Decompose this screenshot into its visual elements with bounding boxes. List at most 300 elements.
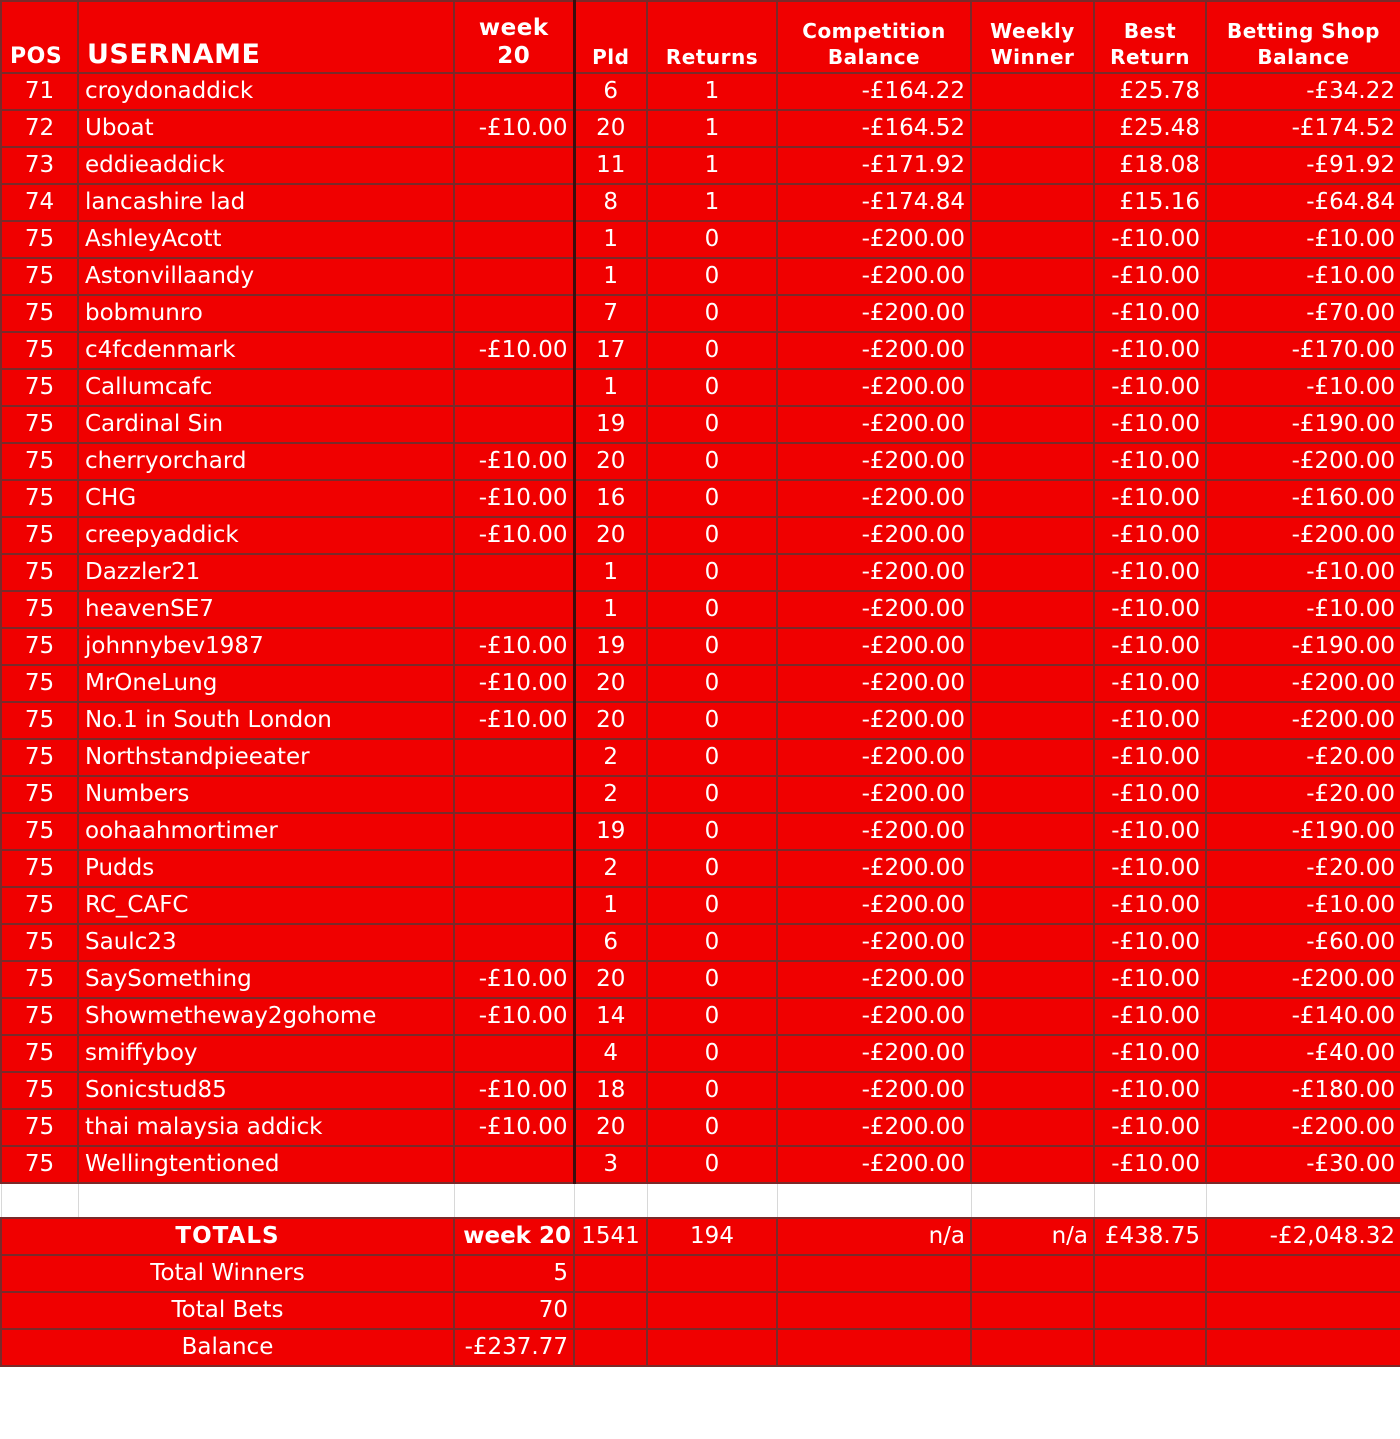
pos-cell: 75 — [1, 887, 78, 924]
competition-balance-cell: -£200.00 — [777, 221, 971, 258]
week-cell — [454, 369, 574, 406]
competition-balance-cell: -£200.00 — [777, 628, 971, 665]
pos-cell: 75 — [1, 739, 78, 776]
week-cell: -£10.00 — [454, 1109, 574, 1146]
returns-cell: 0 — [647, 369, 777, 406]
weekly-winner-cell — [971, 554, 1094, 591]
weekly-winner-cell — [971, 628, 1094, 665]
summary-empty — [574, 1255, 647, 1292]
pos-cell: 75 — [1, 998, 78, 1035]
spacer-cell — [574, 1183, 647, 1218]
summary-empty — [574, 1292, 647, 1329]
pld-cell: 20 — [574, 702, 647, 739]
table-row — [1, 332, 1400, 369]
weekly-winner-cell — [971, 924, 1094, 961]
summary-label: Total Bets — [1, 1292, 454, 1329]
competition-balance-cell: -£174.84 — [777, 184, 971, 221]
summary-empty — [647, 1329, 777, 1366]
betting-shop-balance-cell: -£20.00 — [1206, 850, 1400, 887]
table-row — [1, 702, 1400, 739]
pld-cell: 16 — [574, 480, 647, 517]
pos-cell: 75 — [1, 1146, 78, 1183]
summary-empty — [647, 1255, 777, 1292]
pld-cell: 1 — [574, 258, 647, 295]
summary-empty — [1094, 1255, 1206, 1292]
username-cell: bobmunro — [78, 295, 454, 332]
table-row — [1, 1035, 1400, 1072]
header-row — [1, 1, 1400, 73]
best-return-cell: -£10.00 — [1094, 369, 1206, 406]
summary-empty — [1094, 1329, 1206, 1366]
week-cell — [454, 776, 574, 813]
returns-cell: 0 — [647, 665, 777, 702]
pld-cell: 6 — [574, 73, 647, 110]
returns-cell: 1 — [647, 110, 777, 147]
best-return-cell: -£10.00 — [1094, 665, 1206, 702]
username-cell: oohaahmortimer — [78, 813, 454, 850]
username-cell: RC_CAFC — [78, 887, 454, 924]
returns-cell: 0 — [647, 998, 777, 1035]
summary-row — [1, 1292, 1400, 1329]
betting-shop-balance-cell: -£70.00 — [1206, 295, 1400, 332]
week-cell: -£10.00 — [454, 480, 574, 517]
best-return-cell: -£10.00 — [1094, 776, 1206, 813]
returns-cell: 0 — [647, 1109, 777, 1146]
pos-cell: 75 — [1, 221, 78, 258]
betting-shop-balance-cell: -£34.22 — [1206, 73, 1400, 110]
pld-cell: 20 — [574, 443, 647, 480]
username-cell: Sonicstud85 — [78, 1072, 454, 1109]
weekly-winner-cell — [971, 850, 1094, 887]
best-return-cell: £18.08 — [1094, 147, 1206, 184]
competition-balance-cell: -£200.00 — [777, 1072, 971, 1109]
betting-shop-balance-cell: -£174.52 — [1206, 110, 1400, 147]
summary-empty — [574, 1329, 647, 1366]
pld-cell: 6 — [574, 924, 647, 961]
betting-shop-balance-cell: -£10.00 — [1206, 369, 1400, 406]
spacer-cell — [454, 1183, 574, 1218]
competition-balance-cell: -£200.00 — [777, 850, 971, 887]
pos-cell: 71 — [1, 73, 78, 110]
summary-empty — [971, 1329, 1094, 1366]
pld-cell: 2 — [574, 776, 647, 813]
returns-cell: 0 — [647, 739, 777, 776]
week-cell — [454, 1035, 574, 1072]
totals-shop: -£2,048.32 — [1206, 1218, 1400, 1255]
week-cell: -£10.00 — [454, 665, 574, 702]
table-row — [1, 221, 1400, 258]
weekly-winner-cell — [971, 184, 1094, 221]
table-row — [1, 887, 1400, 924]
table-row — [1, 1072, 1400, 1109]
totals-row — [1, 1218, 1400, 1255]
best-return-cell: -£10.00 — [1094, 258, 1206, 295]
pos-cell: 75 — [1, 517, 78, 554]
totals-best: £438.75 — [1094, 1218, 1206, 1255]
returns-cell: 0 — [647, 961, 777, 998]
week-cell — [454, 1146, 574, 1183]
betting-shop-balance-cell: -£190.00 — [1206, 628, 1400, 665]
betting-shop-balance-cell: -£91.92 — [1206, 147, 1400, 184]
competition-balance-cell: -£200.00 — [777, 665, 971, 702]
week-cell: -£10.00 — [454, 961, 574, 998]
username-cell: No.1 in South London — [78, 702, 454, 739]
pos-cell: 75 — [1, 480, 78, 517]
summary-empty — [1206, 1329, 1400, 1366]
username-cell: c4fcdenmark — [78, 332, 454, 369]
header-pld: Pld — [574, 1, 647, 73]
summary-empty — [1206, 1292, 1400, 1329]
best-return-cell: -£10.00 — [1094, 850, 1206, 887]
username-cell: Numbers — [78, 776, 454, 813]
totals-label: TOTALS — [1, 1218, 454, 1255]
best-return-cell: -£10.00 — [1094, 887, 1206, 924]
pos-cell: 75 — [1, 295, 78, 332]
summary-value: 5 — [454, 1255, 574, 1292]
pld-cell: 1 — [574, 591, 647, 628]
username-cell: johnnybev1987 — [78, 628, 454, 665]
pld-cell: 2 — [574, 850, 647, 887]
pld-cell: 17 — [574, 332, 647, 369]
spacer-cell — [647, 1183, 777, 1218]
pld-cell: 19 — [574, 813, 647, 850]
week-cell — [454, 258, 574, 295]
returns-cell: 0 — [647, 443, 777, 480]
table-row — [1, 998, 1400, 1035]
returns-cell: 0 — [647, 221, 777, 258]
weekly-winner-cell — [971, 147, 1094, 184]
table-row — [1, 961, 1400, 998]
weekly-winner-cell — [971, 517, 1094, 554]
returns-cell: 1 — [647, 147, 777, 184]
week-cell — [454, 73, 574, 110]
returns-cell: 0 — [647, 628, 777, 665]
competition-balance-cell: -£200.00 — [777, 369, 971, 406]
spacer-row — [1, 1183, 1400, 1218]
summary-row — [1, 1329, 1400, 1366]
header-username: USERNAME — [78, 1, 454, 73]
week-cell: -£10.00 — [454, 702, 574, 739]
betting-shop-balance-cell: -£60.00 — [1206, 924, 1400, 961]
best-return-cell: -£10.00 — [1094, 554, 1206, 591]
returns-cell: 0 — [647, 480, 777, 517]
table-row — [1, 443, 1400, 480]
competition-balance-cell: -£200.00 — [777, 443, 971, 480]
summary-row — [1, 1255, 1400, 1292]
username-cell: cherryorchard — [78, 443, 454, 480]
week-cell — [454, 147, 574, 184]
betting-shop-balance-cell: -£200.00 — [1206, 517, 1400, 554]
pos-cell: 75 — [1, 850, 78, 887]
pld-cell: 19 — [574, 406, 647, 443]
returns-cell: 0 — [647, 1035, 777, 1072]
totals-returns: 194 — [647, 1218, 777, 1255]
betting-shop-balance-cell: -£20.00 — [1206, 776, 1400, 813]
returns-cell: 1 — [647, 184, 777, 221]
pos-cell: 75 — [1, 924, 78, 961]
table-row — [1, 258, 1400, 295]
best-return-cell: -£10.00 — [1094, 443, 1206, 480]
competition-balance-cell: -£171.92 — [777, 147, 971, 184]
table-row — [1, 591, 1400, 628]
weekly-winner-cell — [971, 406, 1094, 443]
pos-cell: 75 — [1, 1109, 78, 1146]
summary-empty — [1094, 1292, 1206, 1329]
table-row — [1, 110, 1400, 147]
pld-cell: 20 — [574, 665, 647, 702]
competition-balance-cell: -£200.00 — [777, 924, 971, 961]
competition-balance-cell: -£200.00 — [777, 961, 971, 998]
weekly-winner-cell — [971, 221, 1094, 258]
username-cell: Wellingtentioned — [78, 1146, 454, 1183]
pos-cell: 75 — [1, 1035, 78, 1072]
header-competition-balance: Competition Balance — [777, 1, 971, 73]
pos-cell: 75 — [1, 591, 78, 628]
competition-balance-cell: -£200.00 — [777, 776, 971, 813]
returns-cell: 0 — [647, 776, 777, 813]
table-row — [1, 628, 1400, 665]
betting-shop-balance-cell: -£10.00 — [1206, 554, 1400, 591]
betting-shop-balance-cell: -£160.00 — [1206, 480, 1400, 517]
totals-pld: 1541 — [574, 1218, 647, 1255]
summary-empty — [1206, 1255, 1400, 1292]
pld-cell: 18 — [574, 1072, 647, 1109]
week-cell — [454, 887, 574, 924]
returns-cell: 0 — [647, 887, 777, 924]
pld-cell: 14 — [574, 998, 647, 1035]
pos-cell: 75 — [1, 628, 78, 665]
table-row — [1, 480, 1400, 517]
spacer-cell — [1206, 1183, 1400, 1218]
username-cell: MrOneLung — [78, 665, 454, 702]
competition-balance-cell: -£200.00 — [777, 1109, 971, 1146]
week-cell: -£10.00 — [454, 517, 574, 554]
competition-balance-cell: -£164.52 — [777, 110, 971, 147]
table-row — [1, 665, 1400, 702]
returns-cell: 0 — [647, 850, 777, 887]
best-return-cell: -£10.00 — [1094, 1109, 1206, 1146]
table-row — [1, 924, 1400, 961]
pld-cell: 20 — [574, 1109, 647, 1146]
best-return-cell: -£10.00 — [1094, 739, 1206, 776]
weekly-winner-cell — [971, 332, 1094, 369]
header-weekly-winner: Weekly Winner — [971, 1, 1094, 73]
betting-shop-balance-cell: -£10.00 — [1206, 887, 1400, 924]
betting-shop-balance-cell: -£200.00 — [1206, 961, 1400, 998]
username-cell: Callumcafc — [78, 369, 454, 406]
table-row — [1, 295, 1400, 332]
betting-shop-balance-cell: -£10.00 — [1206, 221, 1400, 258]
best-return-cell: -£10.00 — [1094, 517, 1206, 554]
competition-balance-cell: -£200.00 — [777, 517, 971, 554]
best-return-cell: £25.48 — [1094, 110, 1206, 147]
pos-cell: 75 — [1, 665, 78, 702]
best-return-cell: -£10.00 — [1094, 295, 1206, 332]
week-cell — [454, 406, 574, 443]
pos-cell: 75 — [1, 961, 78, 998]
best-return-cell: -£10.00 — [1094, 813, 1206, 850]
week-cell: -£10.00 — [454, 1072, 574, 1109]
totals-week: week 20 — [454, 1218, 574, 1255]
table-row — [1, 776, 1400, 813]
week-cell — [454, 184, 574, 221]
table-row — [1, 1146, 1400, 1183]
week-cell: -£10.00 — [454, 628, 574, 665]
week-cell — [454, 221, 574, 258]
returns-cell: 0 — [647, 591, 777, 628]
totals-weekly: n/a — [971, 1218, 1094, 1255]
betting-shop-balance-cell: -£64.84 — [1206, 184, 1400, 221]
weekly-winner-cell — [971, 739, 1094, 776]
pos-cell: 75 — [1, 702, 78, 739]
returns-cell: 0 — [647, 702, 777, 739]
competition-balance-cell: -£200.00 — [777, 813, 971, 850]
username-cell: smiffyboy — [78, 1035, 454, 1072]
returns-cell: 0 — [647, 813, 777, 850]
table-row — [1, 850, 1400, 887]
betting-shop-balance-cell: -£40.00 — [1206, 1035, 1400, 1072]
summary-label: Balance — [1, 1329, 454, 1366]
pld-cell: 11 — [574, 147, 647, 184]
username-cell: Showmetheway2gohome — [78, 998, 454, 1035]
weekly-winner-cell — [971, 258, 1094, 295]
weekly-winner-cell — [971, 591, 1094, 628]
week-cell — [454, 850, 574, 887]
pos-cell: 74 — [1, 184, 78, 221]
spacer-cell — [1, 1183, 78, 1218]
summary-empty — [647, 1292, 777, 1329]
competition-balance-cell: -£200.00 — [777, 554, 971, 591]
pos-cell: 72 — [1, 110, 78, 147]
pld-cell: 20 — [574, 517, 647, 554]
betting-shop-balance-cell: -£200.00 — [1206, 443, 1400, 480]
competition-balance-cell: -£200.00 — [777, 591, 971, 628]
summary-label: Total Winners — [1, 1255, 454, 1292]
table-row — [1, 73, 1400, 110]
header-returns: Returns — [647, 1, 777, 73]
pld-cell: 19 — [574, 628, 647, 665]
username-cell: thai malaysia addick — [78, 1109, 454, 1146]
pos-cell: 75 — [1, 406, 78, 443]
header-best-return: Best Return — [1094, 1, 1206, 73]
weekly-winner-cell — [971, 1035, 1094, 1072]
competition-balance-cell: -£200.00 — [777, 1035, 971, 1072]
weekly-winner-cell — [971, 295, 1094, 332]
weekly-winner-cell — [971, 776, 1094, 813]
pos-cell: 75 — [1, 1072, 78, 1109]
pos-cell: 75 — [1, 443, 78, 480]
weekly-winner-cell — [971, 73, 1094, 110]
pld-cell: 3 — [574, 1146, 647, 1183]
week-cell — [454, 813, 574, 850]
betting-shop-balance-cell: -£140.00 — [1206, 998, 1400, 1035]
week-cell — [454, 924, 574, 961]
pos-cell: 75 — [1, 813, 78, 850]
pld-cell: 7 — [574, 295, 647, 332]
best-return-cell: -£10.00 — [1094, 332, 1206, 369]
username-cell: heavenSE7 — [78, 591, 454, 628]
weekly-winner-cell — [971, 1072, 1094, 1109]
returns-cell: 0 — [647, 406, 777, 443]
table-row — [1, 1109, 1400, 1146]
weekly-winner-cell — [971, 1146, 1094, 1183]
competition-balance-cell: -£164.22 — [777, 73, 971, 110]
best-return-cell: -£10.00 — [1094, 480, 1206, 517]
pld-cell: 8 — [574, 184, 647, 221]
returns-cell: 0 — [647, 332, 777, 369]
table-row — [1, 813, 1400, 850]
week-cell: -£10.00 — [454, 998, 574, 1035]
competition-balance-cell: -£200.00 — [777, 998, 971, 1035]
betting-shop-balance-cell: -£10.00 — [1206, 591, 1400, 628]
betting-shop-balance-cell: -£200.00 — [1206, 702, 1400, 739]
returns-cell: 0 — [647, 1072, 777, 1109]
username-cell: AshleyAcott — [78, 221, 454, 258]
returns-cell: 0 — [647, 295, 777, 332]
week-cell — [454, 591, 574, 628]
week-cell: -£10.00 — [454, 332, 574, 369]
week-cell: -£10.00 — [454, 110, 574, 147]
pos-cell: 75 — [1, 776, 78, 813]
best-return-cell: -£10.00 — [1094, 406, 1206, 443]
pos-cell: 73 — [1, 147, 78, 184]
best-return-cell: £15.16 — [1094, 184, 1206, 221]
totals-competition: n/a — [777, 1218, 971, 1255]
best-return-cell: -£10.00 — [1094, 1072, 1206, 1109]
pld-cell: 1 — [574, 221, 647, 258]
competition-balance-cell: -£200.00 — [777, 406, 971, 443]
username-cell: Dazzler21 — [78, 554, 454, 591]
pos-cell: 75 — [1, 554, 78, 591]
table-row — [1, 406, 1400, 443]
spacer-cell — [777, 1183, 971, 1218]
betting-shop-balance-cell: -£20.00 — [1206, 739, 1400, 776]
username-cell: Cardinal Sin — [78, 406, 454, 443]
table-row — [1, 369, 1400, 406]
weekly-winner-cell — [971, 369, 1094, 406]
returns-cell: 0 — [647, 1146, 777, 1183]
pld-cell: 4 — [574, 1035, 647, 1072]
table-row — [1, 739, 1400, 776]
competition-balance-cell: -£200.00 — [777, 739, 971, 776]
username-cell: lancashire lad — [78, 184, 454, 221]
standings-rows — [1, 73, 1400, 1183]
username-cell: Astonvillaandy — [78, 258, 454, 295]
summary-empty — [777, 1329, 971, 1366]
best-return-cell: -£10.00 — [1094, 702, 1206, 739]
betting-shop-balance-cell: -£200.00 — [1206, 665, 1400, 702]
weekly-winner-cell — [971, 813, 1094, 850]
weekly-winner-cell — [971, 998, 1094, 1035]
weekly-winner-cell — [971, 961, 1094, 998]
competition-balance-cell: -£200.00 — [777, 295, 971, 332]
table-row — [1, 517, 1400, 554]
weekly-winner-cell — [971, 1109, 1094, 1146]
summary-value: 70 — [454, 1292, 574, 1329]
spacer-cell — [1094, 1183, 1206, 1218]
pld-cell: 1 — [574, 369, 647, 406]
best-return-cell: £25.78 — [1094, 73, 1206, 110]
competition-balance-cell: -£200.00 — [777, 480, 971, 517]
best-return-cell: -£10.00 — [1094, 221, 1206, 258]
weekly-winner-cell — [971, 110, 1094, 147]
competition-balance-cell: -£200.00 — [777, 332, 971, 369]
best-return-cell: -£10.00 — [1094, 998, 1206, 1035]
username-cell: Saulc23 — [78, 924, 454, 961]
pos-cell: 75 — [1, 332, 78, 369]
username-cell: Pudds — [78, 850, 454, 887]
header-betting-shop-balance: Betting Shop Balance — [1206, 1, 1400, 73]
